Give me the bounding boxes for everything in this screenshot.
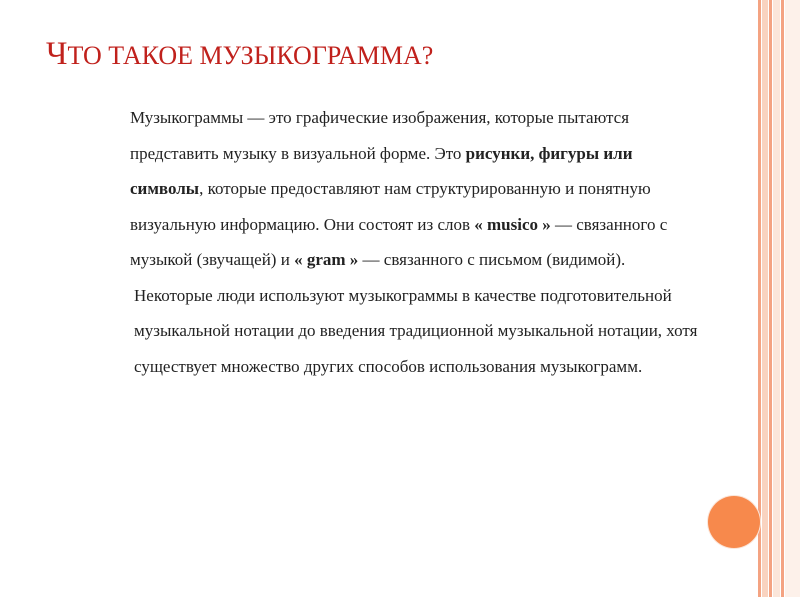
decor-stripe [762, 0, 768, 597]
paragraph-1 [68, 100, 708, 278]
p1-bold-1: рисунки, фигуры или символы [130, 143, 633, 198]
p1-text-3: — связанного с музыкой (звучащей) и [130, 214, 668, 269]
p1-text-4: — связанного с письмом (видимой). [358, 250, 626, 269]
slide-title [46, 36, 433, 73]
title-rest: ТО ТАКОЕ МУЗЫКОГРАММА? [67, 41, 434, 70]
p1-bold-musico: « musico » [474, 214, 551, 234]
decor-stripe [785, 0, 800, 597]
p1-bold-gram: « gram » [294, 250, 359, 269]
decor-stripe [781, 0, 784, 597]
p1-text-1: Музыкограммы — это графические изображения, которые пытаются представить музыку в визуальной форме. Это [130, 108, 630, 163]
slide-body [68, 100, 708, 384]
p1-text-2: , которые предоставляют нам структурированную и понятную визуальную информацию. Они состоят из слов [130, 179, 651, 234]
title-first-letter: Ч [46, 36, 68, 72]
decor-circle [708, 496, 760, 548]
decor-stripe [758, 0, 761, 597]
decor-stripe [769, 0, 772, 597]
paragraph-2: Некоторые люди используют музыкограммы в качестве подготовительной музыкальной нотации до введения традиционной музыкальной нотации, хотя существует множество других способов использования музыкограмм. [134, 285, 698, 376]
decor-stripe [773, 0, 780, 597]
